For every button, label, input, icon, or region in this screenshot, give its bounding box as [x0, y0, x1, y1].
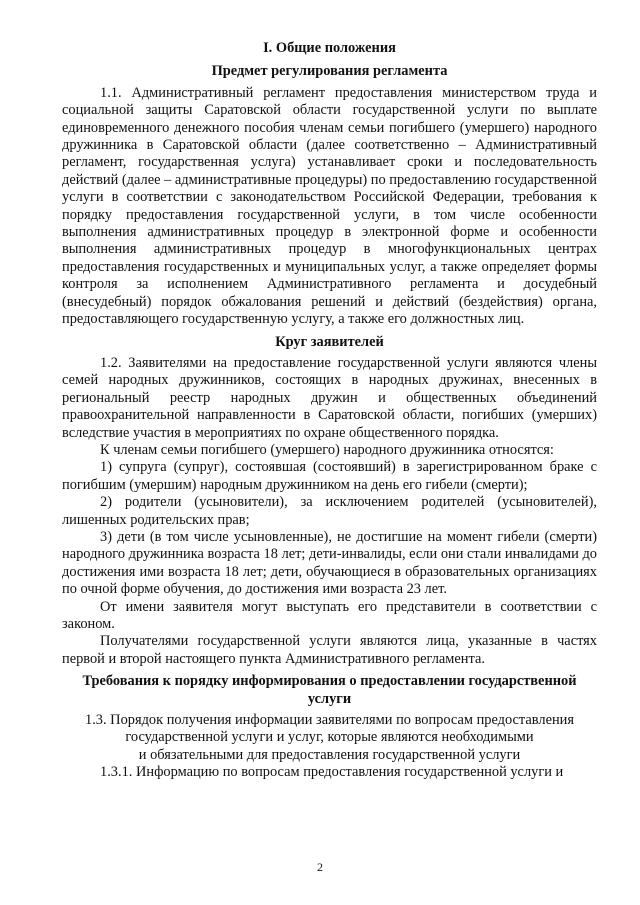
applicants-heading: Круг заявителей [275, 333, 384, 350]
paragraph-1-1: 1.1. Административный регламент предоставления министерством труда и социальной защиты Саратовской области государственной услуги по выплате единовременного денежного пособия членам семьи погибшего (умершего) народного дружинника в Саратовской области (далее соответственно – Административный регламент, государственная услуга) устанавливает сроки и последовательность действий (далее – административные процедуры) по предоставлению государственной услуги в соответствии с законодательством Российской Федерации, требования к порядку предоставления государственной услуги, в том числе особенности выполнения административных процедур в электронной форме и особенности выполнения административных процедур в многофункциональных центрах предоставления государственных и муниципальных услуг, а также определяет формы контроля за исполнением Административного регламента и досудебный (внесудебный) порядок обжалования решений и действий (бездействия) органа, предоставляющего государственную услугу, а также его должностных лиц. [62, 84, 597, 328]
page-number: 2 [317, 860, 323, 874]
document-page [62, 40, 597, 895]
informing-subheading-line-1: 1.3. Порядок получения информации заявителями по вопросам предоставления [85, 712, 574, 729]
recipients-paragraph: Получателями государственной услуги являются лица, указанные в частях первой и второй настоящего пункта Административного регламента. [62, 633, 597, 667]
informing-heading: Требования к порядку информирования о предоставлении государственной услуги [82, 673, 577, 707]
family-item-3: 3) дети (в том числе усыновленные), не достигшие на момент гибели (смерти) народного дружинника возраста 18 лет; дети-инвалиды, если они стали инвалидами до достижения ими возраста 18 лет; дети, обучающиеся в образовательных организациях по очной форме обучения, до достижения ими возраста 23 лет. [62, 528, 597, 598]
informing-subheading-line-3: и обязательными для предоставления государственной услуги [138, 746, 521, 763]
subject-heading: Предмет регулирования регламента [211, 63, 448, 80]
paragraph-1-2: 1.2. Заявителями на предоставление государственной услуги являются члены семей народных дружинников, состоящих в народных дружинах, внесенных в региональный реестр народных дружин и общественных объединений правоохранительной направленности в Саратовской области, погибших (умерших) вследствие участия в мероприятиях по охране общественного порядка. [62, 354, 597, 441]
representatives-paragraph: От имени заявителя могут выступать его представители в соответствии с законом. [62, 598, 597, 632]
informing-subheading-line-2: государственной услуги и услуг, которые являются необходимыми [125, 729, 534, 746]
section-title: I. Общие положения [263, 40, 396, 56]
family-item-1: 1) супруга (супруг), состоявшая (состоявший) в зарегистрированном браке с погибшим (умершим) народным дружинником на день его гибели (смерти); [62, 459, 597, 493]
family-members-intro: К членам семьи погибшего (умершего) народного дружинника относятся: [100, 441, 554, 458]
family-item-2: 2) родители (усыновители), за исключением родителей (усыновителей), лишенных родительских прав; [62, 494, 597, 528]
paragraph-1-3-1: 1.3.1. Информацию по вопросам предоставления государственной услуги и [100, 764, 564, 781]
